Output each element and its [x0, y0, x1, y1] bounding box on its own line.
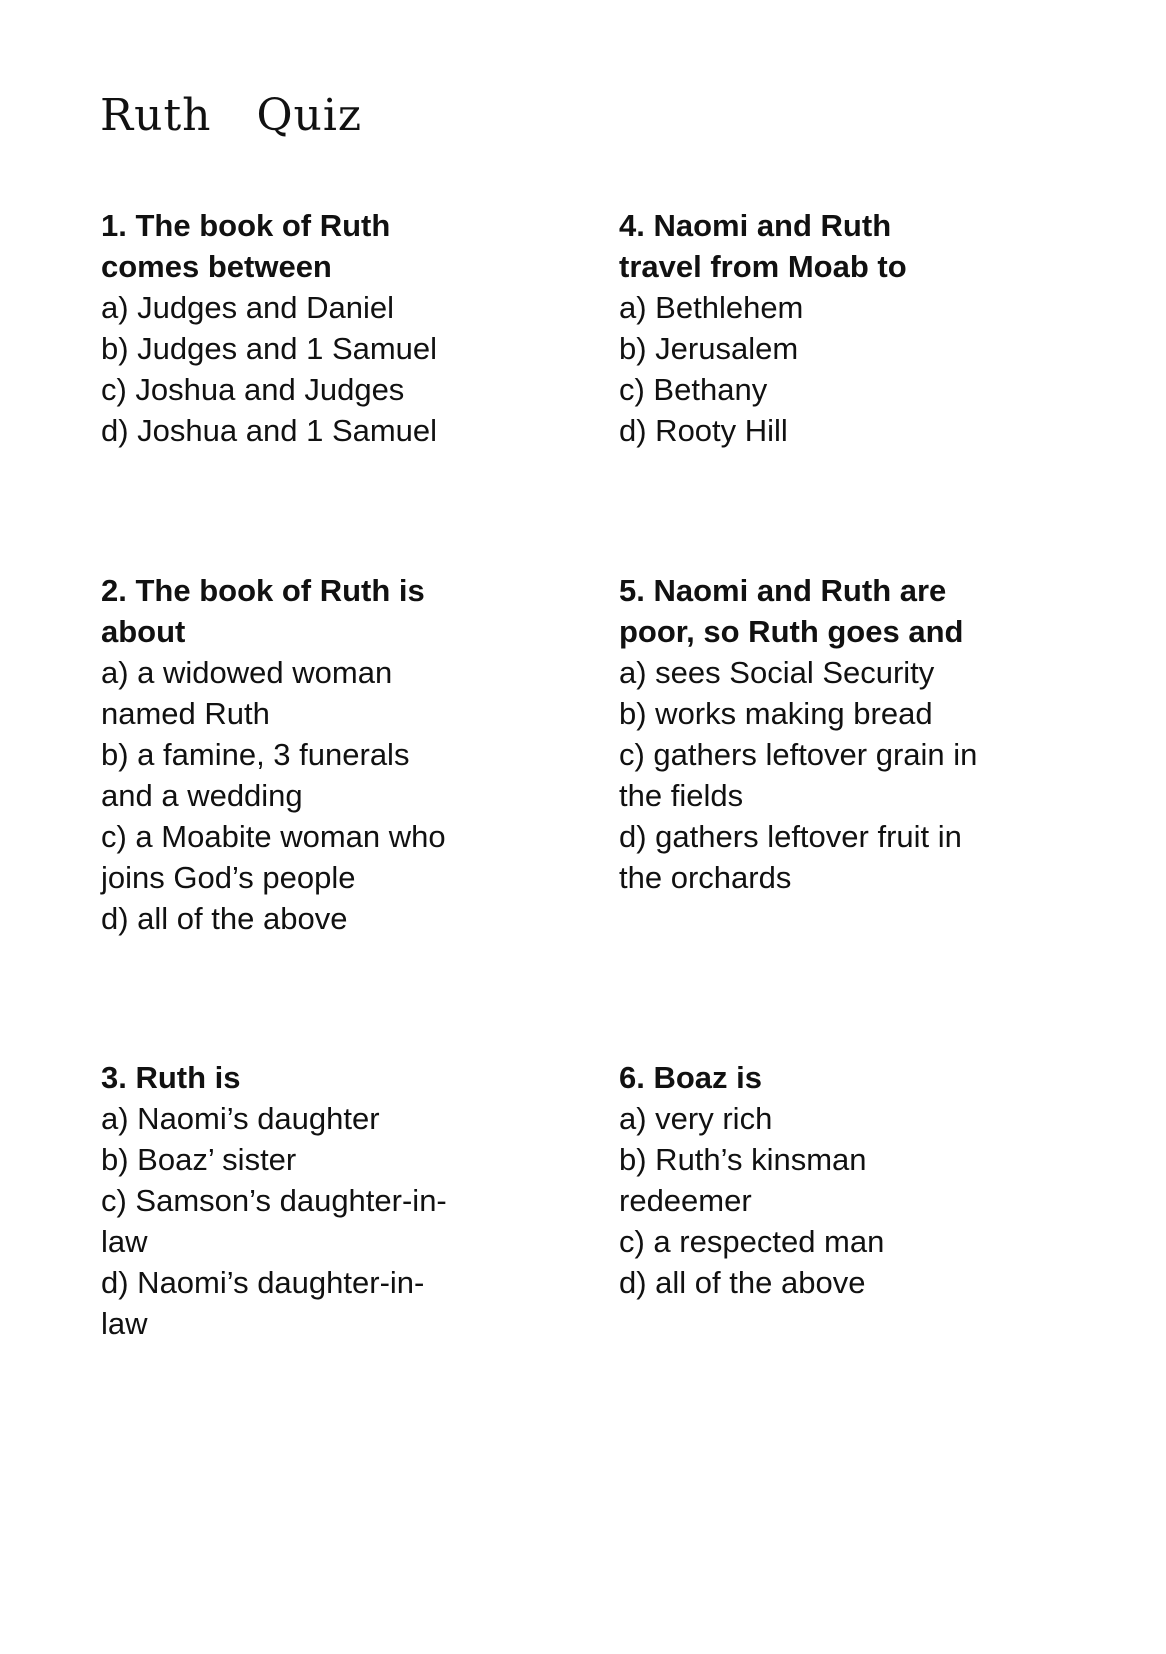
option-d: d) Rooty Hill	[619, 413, 788, 448]
option-a: a) a widowed woman named Ruth	[101, 655, 393, 731]
option-b: b) a famine, 3 funerals and a wedding	[101, 737, 410, 813]
question-heading: 1. The book of Ruth comes between	[101, 208, 391, 284]
page-title: Ruth Quiz	[100, 90, 363, 141]
option-d: d) all of the above	[101, 901, 348, 936]
option-b: b) Boaz’ sister	[101, 1142, 297, 1177]
question-5	[619, 570, 1079, 898]
option-c: c) Samson’s daughter-in- law	[101, 1183, 447, 1259]
option-a: a) Bethlehem	[619, 290, 804, 325]
question-4	[619, 205, 1079, 451]
option-c: c) a respected man	[619, 1224, 885, 1259]
question-heading: 6. Boaz is	[619, 1060, 762, 1095]
option-d: d) Naomi’s daughter-in- law	[101, 1265, 425, 1341]
option-b: b) works making bread	[619, 696, 933, 731]
option-a: a) very rich	[619, 1101, 773, 1136]
option-c: c) Joshua and Judges	[101, 372, 405, 407]
question-heading: 2. The book of Ruth is about	[101, 573, 425, 649]
question-1	[101, 205, 561, 451]
question-6	[619, 1057, 1079, 1303]
question-2	[101, 570, 561, 939]
question-3	[101, 1057, 561, 1344]
option-a: a) sees Social Security	[619, 655, 935, 690]
option-a: a) Judges and Daniel	[101, 290, 394, 325]
option-c: c) gathers leftover grain in the fields	[619, 737, 978, 813]
option-d: d) all of the above	[619, 1265, 866, 1300]
option-a: a) Naomi’s daughter	[101, 1101, 380, 1136]
option-b: b) Ruth’s kinsman redeemer	[619, 1142, 867, 1218]
option-d: d) Joshua and 1 Samuel	[101, 413, 438, 448]
question-heading: 3. Ruth is	[101, 1060, 241, 1095]
option-c: c) a Moabite woman who joins God’s people	[101, 819, 446, 895]
option-d: d) gathers leftover fruit in the orchards	[619, 819, 962, 895]
option-b: b) Jerusalem	[619, 331, 799, 366]
question-heading: 4. Naomi and Ruth travel from Moab to	[619, 208, 907, 284]
option-b: b) Judges and 1 Samuel	[101, 331, 438, 366]
option-c: c) Bethany	[619, 372, 768, 407]
question-heading: 5. Naomi and Ruth are poor, so Ruth goes and	[619, 573, 964, 649]
